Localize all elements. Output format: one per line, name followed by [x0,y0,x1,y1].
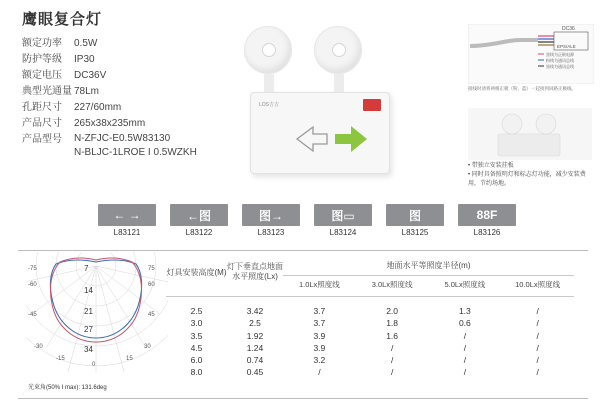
sign-variant [386,204,444,237]
spec-row [22,116,252,132]
table-cell: / [463,330,467,341]
spec-row [22,52,252,68]
polar-distribution-chart [26,252,168,398]
wire-legend: 黑线为通讯总线 [546,64,574,69]
lamp-stem [334,74,344,92]
table-cell: 3.5 [190,330,203,341]
angle-label: -30 [34,344,43,350]
wiring-graphic [468,24,594,84]
angle-label: 15 [126,356,133,362]
table-cell: 0.6 [458,318,471,329]
lamp-lens [262,43,276,57]
column-group-header: 地面水平等照度半径(m) [283,256,574,276]
table-cell: 3.42 [246,306,264,316]
table-cell: 6.0 [190,355,203,366]
exit-floor-icon: 图▭ [314,204,372,226]
table-cell: 1.3 [458,306,471,316]
table-cell: / [536,306,539,316]
section-divider [18,250,588,251]
radius-label: 27 [84,325,93,334]
angle-label: 30 [144,344,151,350]
table-row [166,342,574,354]
spec-row-model [22,132,252,164]
section-divider [18,398,588,399]
spec-value: DC36V [74,70,107,81]
table-row [166,305,574,317]
radius-label: 14 [84,286,93,295]
feature-item: • 带独立安装挂板 [468,163,514,169]
exit-door-icon: 图 [386,204,444,226]
beam-angle-footnote: 光束角(50% I max): 131.6deg [28,385,107,391]
column-header: 灯具安装高度(M) [166,268,227,277]
spec-label: 典型光通量 [22,86,72,97]
table-cell: 0.74 [246,355,264,366]
sign-variant [458,204,516,237]
angle-label: -15 [56,356,65,362]
sign-variant [170,204,228,237]
table-row [166,330,574,342]
spec-value: 265x38x235mm [74,118,146,129]
table-cell: 2.0 [386,306,399,316]
table-cell: 3.2 [313,355,326,366]
spec-label: 产品尺寸 [22,118,62,129]
spec-value: 0.5W [74,38,98,49]
sign-variant-strip [94,204,514,238]
exit-arrow-graphic [251,93,391,175]
radius-label: 34 [84,345,93,354]
table-cell: / [536,318,539,329]
table-cell: 1.6 [386,330,399,341]
table-cell: 3.7 [313,318,326,329]
table-cell: / [390,355,394,366]
angle-label: 75 [148,266,155,272]
table-cell: 2.5 [249,318,261,329]
table-cell: 1.92 [246,330,264,341]
spec-label: 孔距尺寸 [22,102,62,113]
spec-label: 额定电压 [22,70,62,81]
table-cell: 2.5 [190,306,203,316]
sign-variant [98,204,156,237]
angle-label: 45 [148,312,155,318]
table-row [166,366,574,378]
table-cell: 3.7 [313,306,326,316]
illuminance-table [166,256,574,379]
wiring-caption: 接线时请将两根正极（粉、蓝）一起接到回路正极线。 [468,86,576,91]
brand-logo: LOS吉吉 [259,102,280,108]
table-cell: 4.5 [190,342,203,353]
spec-value: 227/60mm [74,102,122,113]
exit-sign-box [250,92,390,174]
double-arrow-icon: ← → [98,204,156,226]
table-cell: 3.9 [313,342,326,353]
spec-row [22,84,252,100]
wire-legend: 粉线为通讯总线 [546,58,574,63]
table-cell: 0.45 [246,367,264,378]
table-cell: / [390,367,394,378]
sign-variant [314,204,372,237]
outline-arrow-icon [297,127,327,151]
sign-variant [242,204,300,237]
exit-right-icon: 图→ [242,204,300,226]
angle-label: 0 [92,362,96,368]
lamp-stem [264,74,274,92]
terminal-title: DC36 [562,26,575,32]
table-cell: / [463,367,467,378]
lamp-head-right [314,26,362,74]
feature-list [468,162,594,189]
table-cell: 1.8 [386,318,399,329]
table-cell: / [536,342,539,353]
table-cell: / [463,355,467,366]
table-header [166,256,574,294]
model-value: N-BLJC-1LROE I 0.5WZKH [74,147,197,158]
angle-label: -60 [28,282,37,288]
table-cell: / [463,342,467,353]
spec-label: 防护等级 [22,54,62,65]
feature-text: 同时具备照明灯和标志灯功能，减少安装费用，节约场地。 [468,172,586,187]
spec-row [22,36,252,52]
sub-header-row [283,276,574,294]
spec-row [22,68,252,84]
table-cell: 3.9 [313,330,326,341]
table-cell: / [536,355,539,366]
table-cell: 1.24 [246,342,264,353]
accessory-graphic [468,108,592,160]
table-cell: / [536,367,539,378]
lamp-lens [332,43,346,57]
feature-text: 带独立安装挂板 [471,163,514,169]
variant-code: L83124 [329,228,357,237]
polar-svg [26,252,168,380]
spec-value: 78Lm [74,86,100,97]
table-cell: / [390,342,394,353]
spec-list [22,36,252,164]
spec-label: 额定功率 [22,38,62,49]
spec-value: IP30 [74,54,95,65]
model-value: N-ZFJC-E0.5W83130 [74,133,171,144]
angle-label: 60 [148,282,155,288]
table-cell: 3.0 [190,318,203,329]
wiring-diagram [468,24,594,102]
lamp-head-left [244,26,292,74]
table-cell: / [536,330,539,341]
variant-code: L83121 [113,228,141,237]
table-cell: / [318,367,321,378]
variant-code: L83125 [401,228,429,237]
table-row [166,317,574,329]
column-header: 灯下垂直点地面水平照度(Lx) [227,262,283,281]
table-body [166,297,574,379]
angle-label: -75 [28,266,37,272]
column-header: 5.0Lx照度线 [444,280,486,289]
model-values [74,132,197,164]
column-header: 3.0Lx照度线 [371,280,413,289]
variant-code: L83123 [257,228,285,237]
product-image [232,20,397,180]
spec-label: 产品型号 [22,134,62,145]
green-arrow-icon [335,126,367,152]
angle-label: -45 [28,312,37,318]
product-title: 鹰眼复合灯 [22,11,103,28]
floor-number-icon: 88F [458,204,516,226]
column-header: 1.0Lx照度线 [298,280,340,289]
variant-code: L83122 [185,228,213,237]
column-group [283,256,574,294]
mounting-plate-image [468,108,592,160]
feature-item: • 同时具备照明灯和标志灯功能，减少安装费用，节约场地。 [468,172,586,187]
variant-code: L83126 [473,228,501,237]
terminal-label: EPS/ALE [557,44,576,49]
radius-label: 7 [84,264,89,273]
radius-label: 21 [84,307,93,316]
column-header: 10.0Lx照度线 [515,280,561,289]
table-cell: 8.0 [190,367,203,378]
spec-row [22,100,252,116]
table-row [166,354,574,366]
wire-legend: 黑线为正极电源 [546,52,574,57]
left-exit-icon: ←图 [170,204,228,226]
